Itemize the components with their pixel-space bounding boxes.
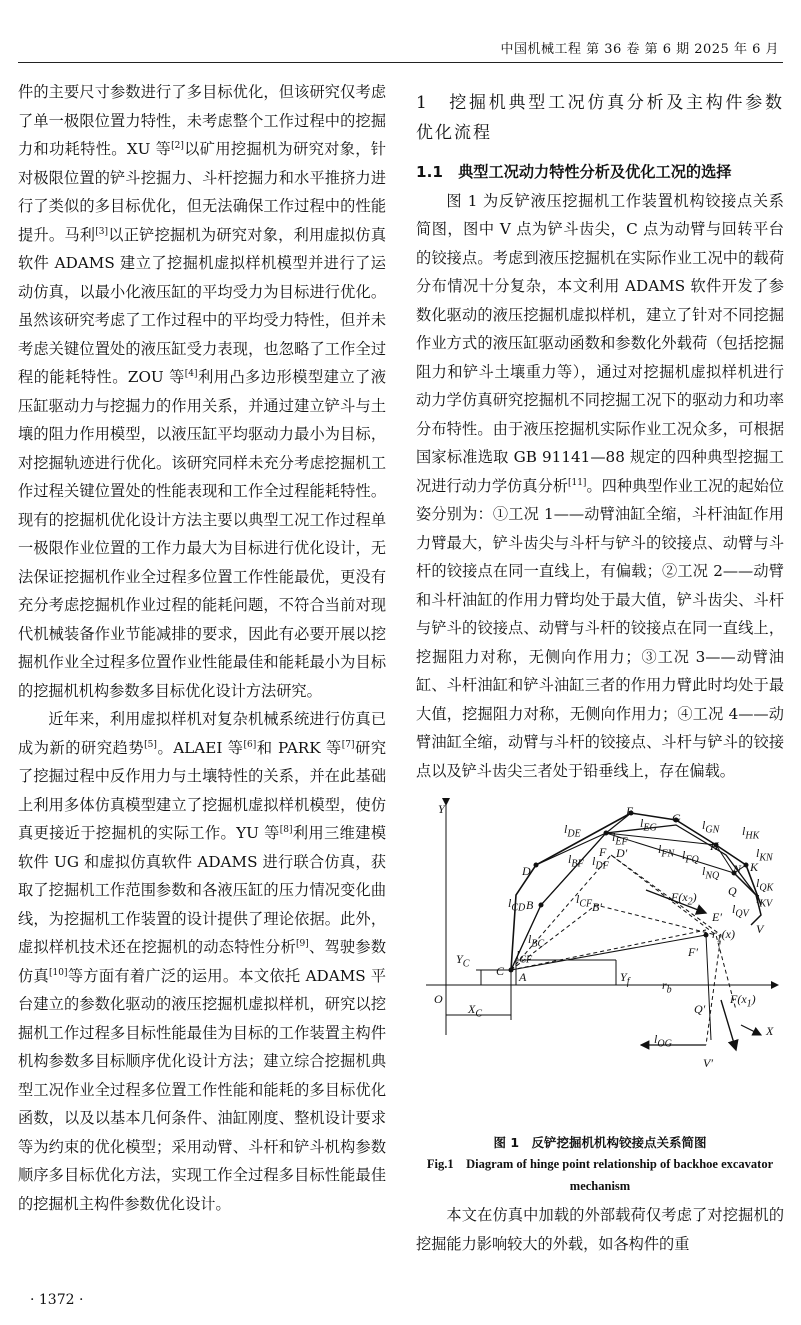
label-main: l xyxy=(654,1032,658,1046)
label-sub: CD xyxy=(511,902,526,914)
label-main: l xyxy=(756,876,760,890)
text-run: 利用凸多边形模型建立了液压缸驱动力与挖掘力的作用关系，并通过建立铲斗与土壤的阻力作用模型，以液压缸平均驱动力最小为目标，对挖掘轨迹进行优化。该研究同样未充分考虑挖掘机工作过程关键位置处的性能表现和工作全过程能耗特性。现有的挖掘机优化设计方法主要以典型工况工作过程单一极限作业位置的工作力最大为目标进行优化设计，无法保证挖掘机作业全过程多位置工作性能最优，更没有充分考虑挖掘机作业过程的能耗问题，不符合当前对现代机械装备作业节能减排的要求，因此有必要开展以挖掘机作业全过程多位置作业性能最佳和能耗最小为目标的挖掘机机构参数多目标优化设计方法研究。 xyxy=(18,368,387,700)
label-l-kv xyxy=(756,885,772,919)
label-sub: KV xyxy=(759,898,773,910)
label-sub: C xyxy=(475,1008,483,1020)
label-xc xyxy=(468,995,482,1029)
label-main: l xyxy=(682,848,686,862)
hinge-point xyxy=(509,968,514,973)
text-run: 近年来，利用虚拟样机对复杂机械系统进行仿真已成为新的研究趋势 xyxy=(18,710,386,757)
citation: [9] xyxy=(296,938,309,949)
label-sub: CF xyxy=(579,898,593,910)
label-d-prime: D′ xyxy=(616,846,628,860)
left-paragraph-1 xyxy=(18,78,386,705)
label-sub: BC xyxy=(531,938,545,950)
label-l-gn xyxy=(702,811,719,845)
right-paragraph-2: 本文在仿真中加载的外部载荷仅考虑了对挖掘机的挖掘能力影响较大的外载，如各构件的重 xyxy=(416,1206,784,1253)
label-v: V xyxy=(756,922,764,936)
text-run: 以矿用挖掘机为研究对象，针对极限位置的铲斗挖掘力、斗杆挖掘力和水平推挤力进行了类似的多目标优化，但无法确保工作过程中的性能提升。马利 xyxy=(18,140,386,244)
label-main: l xyxy=(742,824,746,838)
label-fx2: $F(x_2)$ xyxy=(671,890,697,908)
label-main: l xyxy=(576,892,580,906)
label-sub: KN xyxy=(759,852,773,864)
text-run: 图 1 为反铲液压挖掘机工作装置机构铰接点关系简图，图中 V 点为铲斗齿尖，C 点为动臂与回转平台的铰接点。考虑到液压挖掘机在实际作业工况中的载荷分布情况十分复杂，本文利用 ADAMS 软件开发了参数化驱动的液压挖掘机虚拟样机，建立了针对不同挖掘作业方式的液压缸驱动函数和参数化外载荷（包括挖掘阻力和铲斗土壤重力等），通过对挖掘机虚拟样机进行动力学仿真研究挖掘机不同挖掘工况下的驱动力和功率分布特性。由于液压挖掘机实际作业工况众多，可根据国家标准选取 GB 91141—88 规定的四种典型挖掘工况进行动力学仿真分析 xyxy=(416,191,784,495)
label-l-cf-2 xyxy=(516,941,532,975)
right-column xyxy=(416,78,784,1258)
figure-caption-cn: 图 1 反铲挖掘机机构铰接点关系简图 xyxy=(493,1135,707,1150)
label-sub: DF xyxy=(595,860,609,872)
left-column xyxy=(18,78,386,1218)
label-main: l xyxy=(756,892,760,906)
label-main: F(x xyxy=(671,890,688,904)
label-b-prime: B′ xyxy=(592,900,602,914)
label-q: Q xyxy=(728,884,737,898)
hinge-point xyxy=(704,933,709,938)
label-fx1: $F(x_1)$ xyxy=(730,992,756,1010)
label-main: l xyxy=(508,896,512,910)
label-main: Y xyxy=(456,952,463,966)
label-main: l xyxy=(732,902,736,916)
label-l-nq xyxy=(702,857,719,891)
label-main: r xyxy=(662,978,667,992)
page-number: · 1372 · xyxy=(30,1292,84,1308)
text-run: 利用三维建模软件 UG 和虚拟仿真软件 ADAMS 进行联合仿真，获取了挖掘机工作范围参数和各液压缸的压力情况变化曲线，为挖掘机工作装置的设计提供了理论依据。此外，虚拟样机技术还在挖掘机的动态特性分析 xyxy=(18,824,387,956)
citation: [4] xyxy=(184,368,198,379)
label-l-de xyxy=(564,815,581,849)
journal-info: 中国机械工程 第 36 卷 第 6 期 2025 年 6 月 xyxy=(500,42,779,57)
label-f: F xyxy=(599,845,607,859)
text-run: 以正铲挖掘机为研究对象，利用虚拟仿真软件 ADAMS 建立了挖掘机虚拟样机模型并进行了运动仿真，以最小化液压缸的平均受力为目标进行优化。虽然该研究考虑了工作过程中的平均受力特性，但并未考虑关键位置处的液压缸受力表现，也忽略了工作全过程的能耗特性。ZOU 等 xyxy=(18,225,387,386)
label-sub: QK xyxy=(759,882,774,894)
hinge-point xyxy=(539,903,544,908)
text-run: 。ALAEI 等 xyxy=(156,738,244,757)
label-main: l xyxy=(702,864,706,878)
label-main: l xyxy=(592,854,596,868)
citation: [3] xyxy=(95,226,108,237)
label-x: X xyxy=(766,1024,774,1038)
text-run: 、驾驶参数仿真 xyxy=(18,938,387,985)
hinge-diagram-figure xyxy=(416,795,784,1125)
label-main: l xyxy=(640,816,644,830)
text-run: 件的主要尺寸参数进行了多目标优化，但该研究仅考虑了单一极限位置力特性，未考虑整个工作过程中的挖掘力和功耗特性。XU 等 xyxy=(18,83,386,158)
label-sub: OG xyxy=(657,1038,672,1050)
label-sub: FQ xyxy=(685,854,699,866)
citation: [6] xyxy=(243,739,257,750)
label-a: A xyxy=(519,970,527,984)
label-main: X xyxy=(468,1002,476,1016)
label-sub: FN xyxy=(661,848,675,860)
label-e-prime: E′ xyxy=(712,910,722,924)
page-header xyxy=(0,0,801,62)
label-main: l xyxy=(528,932,532,946)
label-l-fq xyxy=(682,841,699,875)
label-l-df xyxy=(592,847,609,881)
label-main: l xyxy=(568,852,572,866)
label-main: l xyxy=(516,948,520,962)
force-arrow xyxy=(741,1025,761,1035)
label-l-eg xyxy=(640,809,657,843)
label-sub: NQ xyxy=(705,870,720,882)
label-e: E xyxy=(626,804,634,818)
label-sub: EF xyxy=(615,836,628,848)
label-sub: C xyxy=(462,958,470,970)
label-sub: HK xyxy=(745,830,760,842)
label-l-kn xyxy=(756,839,773,873)
citation: [2] xyxy=(171,140,184,151)
label-y: Y xyxy=(438,802,445,816)
label-main: Y xyxy=(620,970,627,984)
text-run: 研究了挖掘过程中反作用力与土壤特性的关系，并在此基础上利用多体仿真模型建立了挖掘机虚拟样机模型，使仿真更接近于挖掘机的实际工作。YU 等 xyxy=(18,738,387,842)
label-l-cd xyxy=(508,889,525,923)
label-n: N xyxy=(733,862,742,876)
label-l-bf xyxy=(568,845,584,879)
left-paragraph-2 xyxy=(18,705,386,1218)
label-g: G xyxy=(672,811,681,825)
label-main: F(x xyxy=(730,992,747,1006)
label-h: H xyxy=(710,839,719,853)
citation: [11] xyxy=(567,477,587,488)
text-run: 等方面有着广泛的运用。本文依托 ADAMS 平台建立的参数化驱动的液压挖掘机虚拟样机，研究以挖掘机工作过程多目标性能最佳为目标的工作装置主构件机构参数多目标顺序优化设计方法；建立综合挖掘机典型工况作业全过程多位置工作性能和能耗的多目标优化函数，以及以基本几何条件、油缸刚度、整机设计要求等为约束的优化模型；采用动臂、斗杆和铲斗机构参数顺序多目标优化方法，实现工作全过程多目标性能最佳的挖掘机主构件参数优化设计。 xyxy=(18,966,386,1213)
label-yc xyxy=(456,945,469,979)
section-title: 1 挖掘机典型工况仿真分析及主构件参数优化流程 xyxy=(416,93,784,143)
label-main: l xyxy=(702,818,706,832)
label-l-qv xyxy=(732,895,749,929)
label-l-fn xyxy=(658,835,674,869)
label-sub: b xyxy=(666,984,672,996)
label-q-prime: Q′ xyxy=(694,1002,706,1016)
label-l-ef xyxy=(612,823,628,857)
label-sub: DE xyxy=(567,828,581,840)
label-v-prime: V′ xyxy=(703,1056,713,1070)
label-main: l xyxy=(658,842,662,856)
text-run: 。四种典型作业工况的起始位姿分别为：①工况 1——动臂油缸全缩，斗杆油缸作用力臂最大，铲斗齿尖与斗杆与铲斗的铰接点、动臂与斗杆的铰接点在同一直线上，有偏载；②工况 2——动臂和斗杆油缸的作用力臂均处于最大值，铲斗齿尖、斗杆与铲斗的铰接点、动臂与斗杆的铰接点在同一直线上，挖掘阻力对称，无侧向作用力；③工况 3——动臂油缸、斗杆油缸和铲斗油缸三者的作用力臂此时均处于最大值，挖掘阻力对称，无侧向作用力；④工况 4——动臂油缸全缩，动臂与斗杆的铰接点、斗杆与铲斗的铰接点以及铲斗齿尖三者处于铅垂线上，存在偏载。 xyxy=(416,476,785,780)
label-sub: QV xyxy=(735,908,749,920)
label-sub: BF xyxy=(571,858,584,870)
citation: [8] xyxy=(279,824,293,835)
label-main: l xyxy=(612,830,616,844)
label-sub: f xyxy=(626,976,630,988)
label-r1x: $r_1(x)$ xyxy=(712,927,735,945)
label-main: l xyxy=(564,822,568,836)
hinge-point xyxy=(604,831,609,836)
label-main: l xyxy=(756,846,760,860)
header-rule xyxy=(18,62,783,63)
label-sub: 1 xyxy=(716,933,722,945)
label-sub: CF xyxy=(519,954,533,966)
text-run: 和 PARK 等 xyxy=(256,738,342,757)
label-sub: 1 xyxy=(746,998,752,1010)
citation: [7] xyxy=(341,739,355,750)
label-k: K xyxy=(750,860,759,874)
right-paragraph-1 xyxy=(416,187,784,786)
label-l-cf xyxy=(576,885,592,919)
figure-caption-en: Fig.1 Diagram of hinge point relationship of backhoe excavator mechanism xyxy=(426,1157,774,1193)
label-f-prime: F′ xyxy=(688,945,698,959)
label-yf xyxy=(620,963,629,997)
label-sub: 2 xyxy=(687,896,693,908)
label-main: (x xyxy=(721,927,731,941)
subsection-title: 1.1 典型工况动力特性分析及优化工况的选择 xyxy=(416,163,732,181)
label-d: D xyxy=(522,864,531,878)
citation: [10] xyxy=(49,967,68,978)
label-l-og xyxy=(654,1025,672,1059)
label-sub: EG xyxy=(643,822,657,834)
citation: [5] xyxy=(144,739,157,750)
label-rb xyxy=(662,971,672,1005)
label-o: O xyxy=(434,992,443,1006)
label-sub: GN xyxy=(705,824,720,836)
hinge-point xyxy=(744,863,749,868)
label-c: C xyxy=(496,964,505,978)
hinge-point xyxy=(534,863,539,868)
label-main: r xyxy=(712,927,717,941)
label-b: B xyxy=(526,898,534,912)
